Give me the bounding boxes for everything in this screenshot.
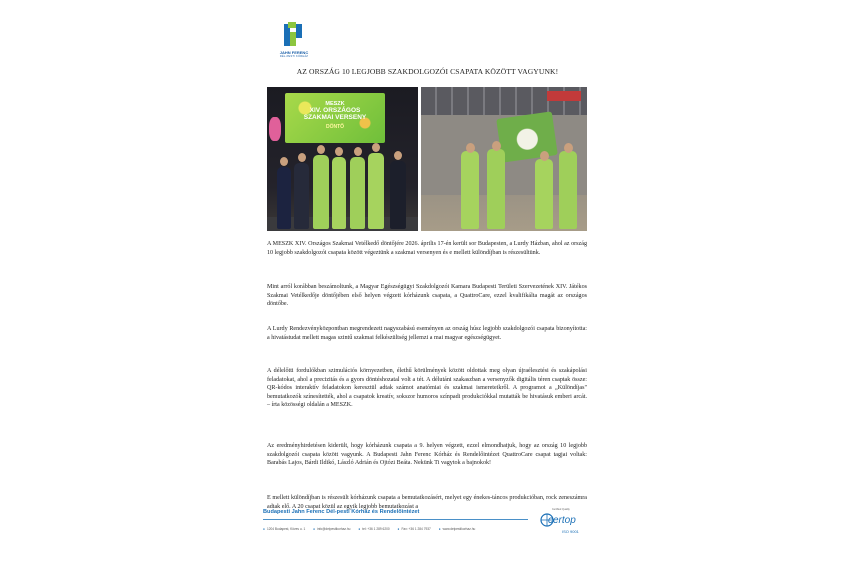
footer-institution-name: Budapesti Jahn Ferenc Dél-pesti Kórház és Rendelőintézet (263, 509, 420, 515)
screen-text: DÖNTŐ (325, 124, 345, 130)
person (390, 161, 406, 229)
logo-name: JAHN FERENC (279, 50, 309, 55)
page-title: AZ ORSZÁG 10 LEGJOBB SZAKDOLGOZÓI CSAPATA KÖZÖTT VAGYUNK! (296, 67, 559, 76)
logo-subtitle: DÉL-PESTI KÓRHÁZ (279, 55, 309, 58)
person (294, 163, 309, 229)
footer-fax: Fax: +36 1 284 7937 (401, 527, 431, 531)
cert-caption: Certified Quality (552, 508, 570, 511)
paragraph: E mellett különdíjban is részesült kórházunk csapata a bemutatkozásért, melyet egy énekes-táncos produkcióban, rock zeneszámra adtak elő. A 20 csapat közül az egyik legjobb bemutatkozást a (267, 495, 587, 510)
footer-divider (263, 519, 528, 520)
bullet-icon: ● (358, 527, 361, 531)
paragraph: A MESZK XIV. Országos Szakmai Vetélkedő döntőjére 2026. április 17-én került sor Budapesten, a Lurdy Házban, ahol az ország 10 legjobb szakdolgozói csapata között végeztünk a szakmai versenyen és e mellett különdíjban is részesültünk. (267, 241, 587, 256)
paragraph: Az eredményhirdetésen kiderült, hogy kórházunk csapata a 9. helyen végzett, ezzel elmondhatjuk, hogy az ország 10 legjobb szakdolgozói csapata között vagyunk. A Budapesti Jahn Ferenc Kórház és Rendelőintézet QuattroCare csapat tagjai voltak: Barabás Lajos, Bárdi Ildikó, László Adrián és Ojtózi Beáta. Nekünk Ti vagytok a bajnokok! (267, 443, 587, 466)
footer-email[interactable]: info@delpestikorhaz.hu (317, 527, 351, 531)
footer-phone: tel: +36 1 289 6200 (362, 527, 390, 531)
person (313, 155, 329, 229)
paragraph: A Lurdy Rendezvényközpontban megrendezett nagyszabású eseményen az ország húsz legjobb szakdolgozói csapata bizonyította: a hivatástudat mellett magas szintű szakmai felkészültség jellemzi a mai magyar egészségügyet. (267, 326, 587, 341)
person (461, 151, 479, 229)
hospital-logo (274, 22, 312, 62)
certop-iso-logo (540, 505, 595, 540)
decoration (269, 117, 281, 141)
person-head (540, 151, 549, 161)
person-head (280, 157, 288, 166)
person (332, 157, 346, 229)
person-head (335, 147, 343, 156)
screen-text: MESZK (325, 101, 345, 107)
bullet-icon: ● (438, 527, 441, 531)
team-photo-stage (267, 87, 418, 231)
person-head (317, 145, 325, 154)
team-photo-flag (421, 87, 587, 231)
person-head (492, 141, 501, 151)
person-head (372, 143, 380, 152)
cert-name: certop (548, 515, 576, 526)
sign (547, 91, 581, 101)
person (487, 149, 505, 229)
person (559, 151, 577, 229)
paragraph: Mint arról korábban beszámoltunk, a Magyar Egészségügyi Szakdolgozói Kamara Budapesti Területi Szervezetének XIV. Játékos Szakmai Vetélkedője döntőjében első helyen végzett kórházunk csapata, a QuattroCare, ezzel kvalifikálta magát az országos döntőbe. (267, 284, 587, 307)
bullet-icon: ● (263, 527, 265, 531)
person-head (466, 143, 475, 153)
person-head (394, 151, 402, 160)
person (350, 157, 365, 229)
paragraph: A délelőtti fordulókban szimulációs környezetben, élethű körülmények között oldottak meg olyan újraélesztési és szakápolási feladatokat, ahol a precizitás és a gyors döntéshozatal volt a tét. A délutáni szakaszban a versenyzők digitális téren csaptak össze: QR-kódos interaktív feladatokon keresztül adtak számot anatómiai és szakmai ismereteikről. A programot a „Különdíjas" bemutatkozók színesítették, ahol a csapatok kreatív, sokszor humoros színpadi produkciókkal mutatták be hivatásuk emberi arcát. – írta közösségi oldalán a MESZK. (267, 368, 587, 408)
person-head (564, 143, 573, 153)
projection-screen (285, 93, 385, 143)
footer-website[interactable]: www.delpestikorhaz.hu (442, 527, 476, 531)
cert-standard: ISO 9001 (562, 529, 579, 534)
bullet-icon: ● (397, 527, 400, 531)
screen-text: XIV. ORSZÁGOS (309, 107, 361, 114)
bullet-icon: ● (313, 527, 316, 531)
document-page (255, 18, 600, 548)
person (535, 159, 553, 229)
screen-text: SZAKMAI VERSENY (303, 114, 367, 121)
footer-contacts (263, 527, 553, 531)
logo-emblem-icon (282, 22, 304, 49)
person (368, 153, 384, 229)
person (277, 167, 291, 229)
person-head (354, 147, 362, 156)
footer-address: 1204 Budapest, Köves u. 1 (266, 527, 306, 531)
person-head (298, 153, 306, 162)
